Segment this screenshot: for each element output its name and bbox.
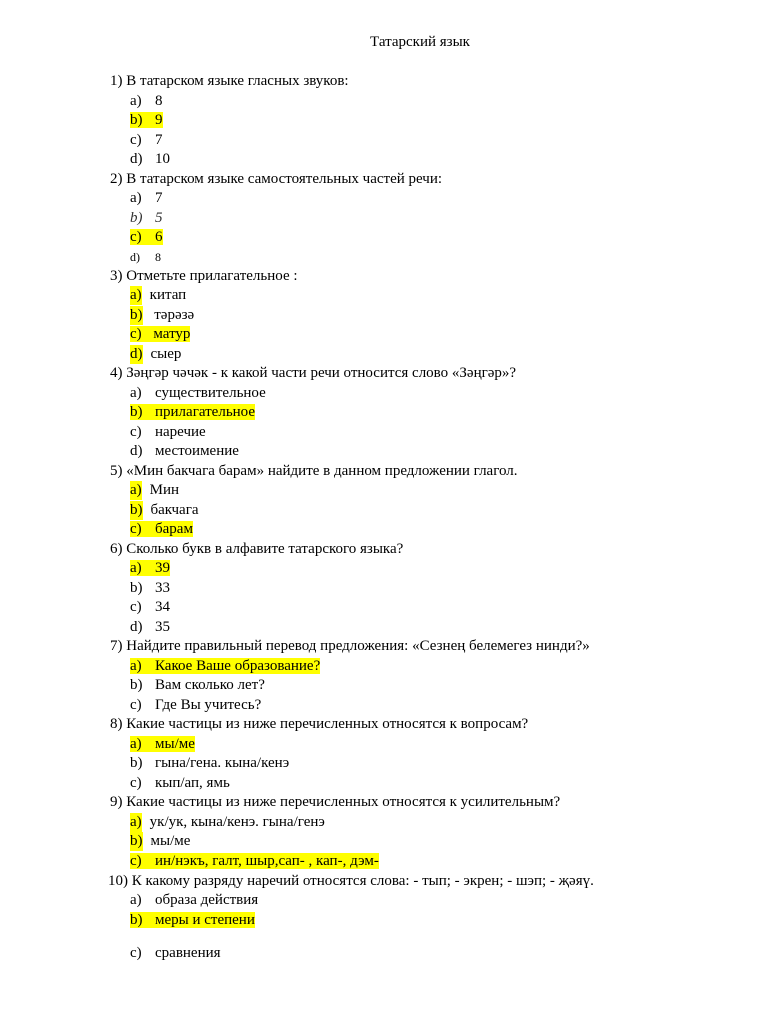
answer-3b [130,306,194,325]
answer-1b [130,111,163,130]
answer-letter: d) [130,346,143,362]
answer-7c [130,696,261,715]
answer-letter: b) [130,912,143,928]
answer-letter: c) [130,599,142,615]
answer-letter: c) [130,132,142,148]
answer-letter: b) [130,112,143,128]
answer-text: 7 [155,190,163,206]
answer-text: местоимение [155,443,239,459]
answer-letter: b) [130,307,143,323]
answer-text: Мин [149,482,180,498]
question-7: 7) Найдите правильный перевод предложения: «Сезнең белемегез нинди?» [110,638,590,654]
answer-text: сыер [150,346,182,362]
answer-letter: c) [130,853,142,869]
answer-4a [130,384,266,403]
answer-letter: b) [130,404,143,420]
answer-letter: b) [130,210,143,226]
answer-letter: b) [130,677,143,693]
answer-text: мы/ме [150,833,191,849]
answer-letter: b) [130,502,143,518]
answer-text: 8 [155,93,163,109]
answer-2b [130,209,163,228]
answer-letter: c) [130,424,142,440]
answer-8b [130,754,289,773]
answer-8c [130,774,230,793]
page-title: Татарский язык [370,34,470,50]
answer-10a [130,891,258,910]
answer-5a [130,481,179,500]
answer-text: прилагательное [155,404,256,420]
answer-text: меры и степени [155,912,255,928]
answer-text: гына/гена. кына/кенэ [155,755,290,771]
answer-letter: a) [130,190,142,206]
answer-text: 35 [155,619,170,635]
answer-text: ин/нэкъ, галт, шыр,сап- , кап-, дэм- [155,853,379,869]
answer-text: образа действия [155,892,259,908]
answer-text: существительное [155,385,266,401]
answer-2c [130,228,163,247]
answer-6a [130,559,170,578]
answer-letter: d) [130,443,143,459]
answer-8a [130,735,195,754]
answer-letter: c) [130,945,142,961]
answer-text: Где Вы учитесь? [155,697,262,713]
answer-2a [130,189,163,208]
answer-letter: d) [130,619,143,635]
answer-1d [130,150,170,169]
answer-letter: a) [130,658,142,674]
answer-text: 10 [155,151,170,167]
answer-text: наречие [155,424,206,440]
question-9: 9) Какие частицы из ниже перечисленных относятся к усилительным? [110,794,561,810]
answer-text: 39 [155,560,170,576]
answer-letter: c) [130,521,142,537]
answer-6d [130,618,170,637]
answer-5b [130,501,199,520]
answer-letter: a) [130,892,142,908]
answer-10c [130,944,221,963]
answer-9b [130,832,190,851]
answer-10b [130,911,255,930]
question-5: 5) «Мин бакчага барам» найдите в данном предложении глагол. [110,463,518,479]
answer-text: мы/ме [155,736,195,752]
answer-4d [130,442,239,461]
answer-letter: c) [130,775,142,791]
answer-6b [130,579,170,598]
question-2: 2) В татарском языке самостоятельных частей речи: [110,171,443,187]
answer-1a [130,92,163,111]
answer-letter: a) [130,736,142,752]
answer-letter: b) [130,580,143,596]
answer-text: 34 [155,599,170,615]
answer-letter: a) [130,287,142,303]
answer-letter: d) [130,151,143,167]
answer-text: ук/ук, кына/кенэ. гына/генэ [149,814,325,830]
answer-4b [130,403,255,422]
answer-9a [130,813,325,832]
answer-3a [130,286,186,305]
answer-5c [130,520,193,539]
answer-letter: a) [130,560,142,576]
answer-letter: b) [130,833,143,849]
question-10: 10) К какому разряду наречий относятся слова: - тып; - экрен; - шэп; - җәяү. [108,873,594,889]
answer-text: 7 [155,132,163,148]
answer-text: 6 [155,229,163,245]
answer-letter: c) [130,229,142,245]
answer-9c [130,852,379,871]
answer-letter: c) [130,697,142,713]
answer-letter: a) [130,814,142,830]
answer-text: 9 [155,112,163,128]
answer-letter: a) [130,482,142,498]
answer-letter: a) [130,385,142,401]
answer-text: китап [149,287,187,303]
answer-text: 33 [155,580,170,596]
question-4: 4) Зәңгәр чәчәк - к какой части речи относится слово «Зәңгәр»? [110,365,517,381]
question-1: 1) В татарском языке гласных звуков: [110,73,349,89]
answer-letter: d) [130,250,140,264]
question-6: 6) Сколько букв в алфавите татарского языка? [110,541,404,557]
answer-text: матур [149,326,191,342]
answer-3c [130,325,190,344]
answer-text: Вам сколько лет? [155,677,265,693]
answer-4c [130,423,206,442]
answer-text: Какое Ваше образование? [155,658,321,674]
answer-text: тәрәзә [150,307,195,323]
answer-text: сравнения [155,945,221,961]
answer-letter: b) [130,755,143,771]
answer-text: бакчага [150,502,199,518]
answer-7a [130,657,320,676]
question-8: 8) Какие частицы из ниже перечисленных относятся к вопросам? [110,716,529,732]
answer-2d [130,248,161,267]
answer-1c [130,131,163,150]
answer-letter: c) [130,326,142,342]
answer-letter: a) [130,93,142,109]
answer-text: 5 [155,210,163,226]
answer-text: кып/ап, ямь [155,775,230,791]
answer-7b [130,676,265,695]
answer-text: 8 [155,250,161,264]
answer-3d [130,345,181,364]
answer-text: барам [155,521,193,537]
answer-6c [130,598,170,617]
question-3: 3) Отметьте прилагательное : [110,268,298,284]
